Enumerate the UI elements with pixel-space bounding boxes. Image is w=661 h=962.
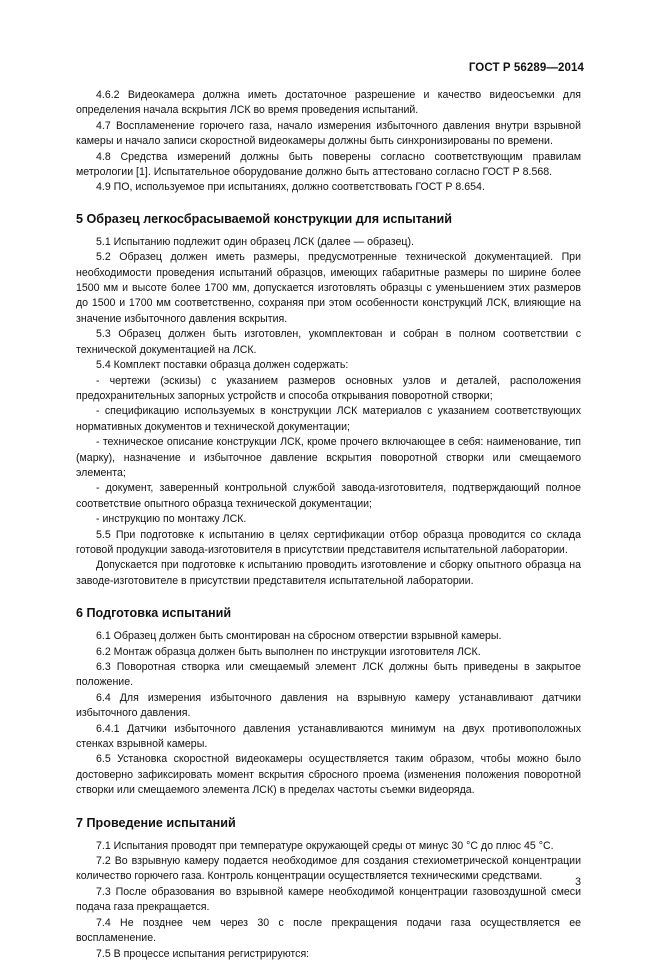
paragraph-4-7: 4.7 Воспламенение горючего газа, начало измерения избыточного давления внутри взрывной камеры и начало записи скоростной видеокамеры должны быть синхронизированы по времени. [76,119,581,148]
paragraph-5-5-note: Допускается при подготовке к испытанию проводить изготовление и сборку опытного образца на заводе-изготовителе в присутствии представителя испытательной лаборатории. [76,559,581,587]
list-item: - инструкцию по монтажу ЛСК. [96,513,247,526]
paragraph-5-5: 5.5 При подготовке к испытанию в целях сертификации отбор образца проводится со склада готовой продукции завода-изготовителя в присутствии представителя испытательной лаборатории. [76,528,581,556]
paragraph-4-9: 4.9 ПО, используемое при испытаниях, должно соответствовать ГОСТ Р 8.654. [96,181,485,194]
paragraph-5-4: 5.4 Комплект поставки образца должен содержать: [96,359,349,372]
list-item: - чертежи (эскизы) с указанием размеров основных узлов и деталей, расположения предохранительных запорных устройств и способа открывания поворотной створки; [76,374,581,402]
list-item: - документ, заверенный контрольной службой завода-изготовителя, подтверждающий полное соответствие опытного образца технической документации; [76,482,581,510]
paragraph-7-1: 7.1 Испытания проводят при температуре окружающей среды от минус 30 °С до плюс 45 °С. [96,839,554,852]
standard-number: ГОСТ Р 56289—2014 [468,62,584,74]
page-number: 3 [575,876,581,888]
paragraph-7-3: 7.3 После образования во взрывной камере необходимой концентрации газовоздушной смеси подача газа прекращается. [76,885,581,914]
section-6-heading: 6 Подготовка испытаний [76,606,232,621]
list-item: - техническое описание конструкции ЛСК, кроме прочего включающее в себя: наименование, тип (марку), назначение и избыточное давление вскрытия поворотной створки или смещаемого элемента; [76,436,581,479]
paragraph-6-3: 6.3 Поворотная створка или смещаемый элемент ЛСК должны быть приведены в закрытое положение. [76,661,581,689]
page-content [76,88,581,962]
section-5-heading: 5 Образец легкосбрасываемой конструкции для испытаний [76,211,452,226]
paragraph-7-4: 7.4 Не позднее чем через 30 с после прекращения подачи газа осуществляется ее воспламенение. [76,916,581,945]
paragraph-4-8: 4.8 Средства измерений должны быть поверены согласно соответствующим правилам метрологии [1]. Испытательное оборудование должно быть аттестовано согласно ГОСТ Р 8.568. [76,150,581,179]
paragraph-4-6-2: 4.6.2 Видеокамера должна иметь достаточное разрешение и качество видеосъемки для определения начала вскрытия ЛСК во время проведения испытаний. [76,89,581,117]
paragraph-6-1: 6.1 Образец должен быть смонтирован на сбросном отверстии взрывной камеры. [96,630,502,643]
paragraph-7-2: 7.2 Во взрывную камеру подается необходимое для создания стехиометрической концентрации количество горючего газа. Контроль концентрации осуществляется техническими средствами. [76,855,581,883]
paragraph-6-5: 6.5 Установка скоростной видеокамеры осуществляется таким образом, чтобы можно было достоверно зафиксировать момент вскрытия сбросного проема (изменения положения поворотной створки или смещаемого элемента ЛСК) в пределах частоты съемки видеоряда. [76,753,581,797]
paragraph-6-4-1: 6.4.1 Датчики избыточного давления устанавливаются минимум на двух противоположных стенках взрывной камеры. [76,722,581,751]
paragraph-5-2: 5.2 Образец должен иметь размеры, предусмотренные технической документацией. При необходимости проведения испытаний образцов, имеющих габаритные размеры по ширине более 1500 мм и высоте более 1700 мм, допускается изготовлять образцы с уменьшением этих размеров до 1500 и 1700 мм соответственно, сохраняя при этом особенности конструкций ЛСК, влияющие на значение избыточного давления вскрытия. [76,251,581,325]
list-item: - спецификацию используемых в конструкции ЛСК материалов с указанием соответствующих нормативных документов и технической документации; [76,405,581,433]
section-7-heading: 7 Проведение испытаний [76,815,236,830]
paragraph-5-1: 5.1 Испытанию подлежит один образец ЛСК (далее — образец). [96,235,414,248]
paragraph-6-4: 6.4 Для измерения избыточного давления на взрывную камеру устанавливают датчики избыточного давления. [76,691,581,720]
paragraph-7-5: 7.5 В процессе испытания регистрируются: [96,947,310,960]
paragraph-5-3: 5.3 Образец должен быть изготовлен, укомплектован и собран в полном соответствии с технической документацией на ЛСК. [76,328,581,356]
paragraph-6-2: 6.2 Монтаж образца должен быть выполнен по инструкции изготовителя ЛСК. [96,645,481,658]
